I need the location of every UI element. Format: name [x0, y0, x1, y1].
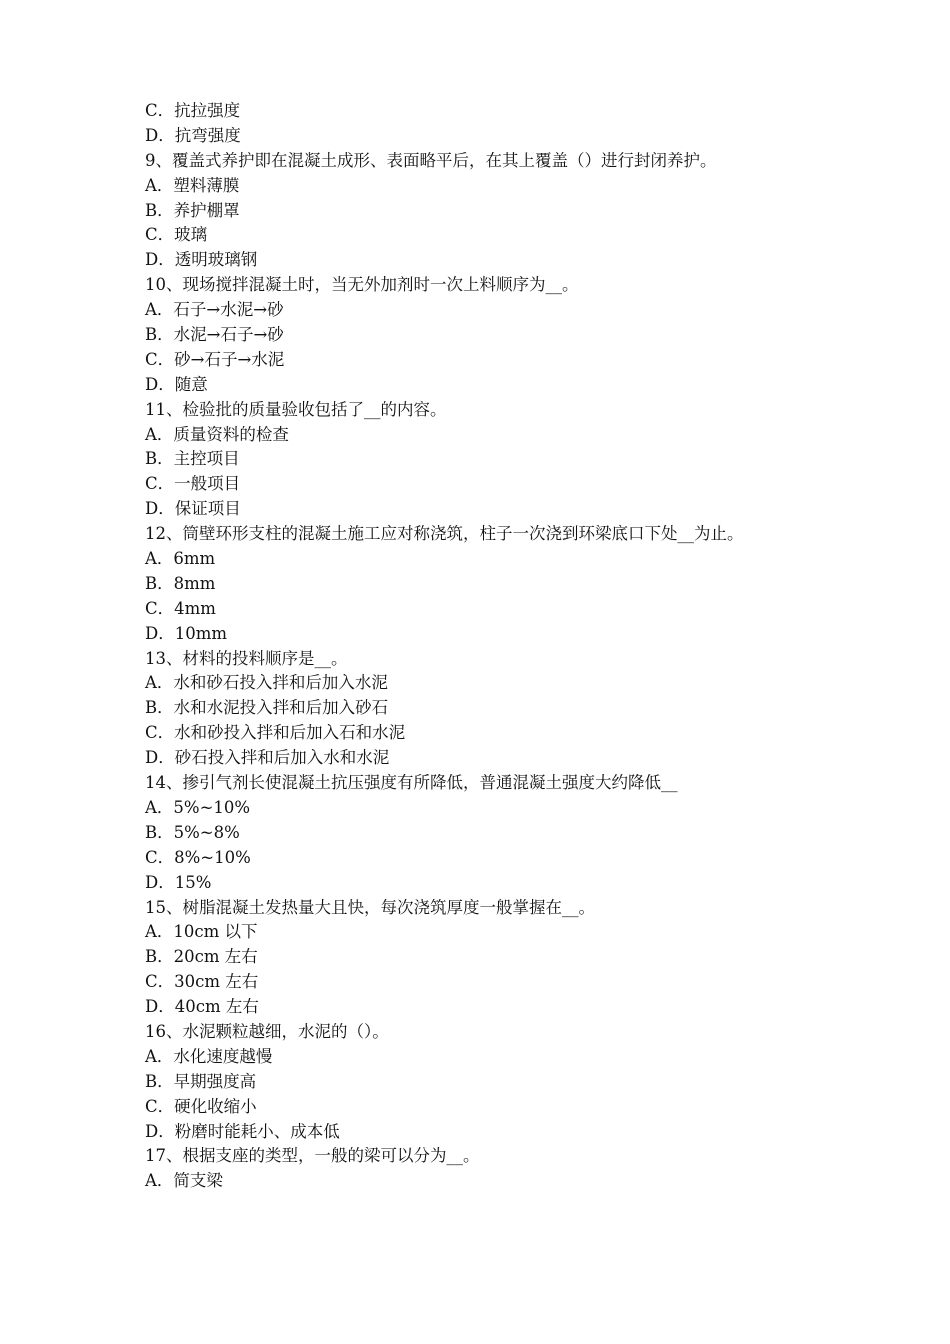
option-line: A．质量资料的检查	[145, 424, 289, 444]
option-line: C．30cm 左右	[145, 972, 259, 992]
question-line: 11、检验批的质量验收包括了__的内容。	[145, 399, 447, 419]
option-line: A．石子→水泥→砂	[145, 300, 284, 320]
question-line: 14、掺引气剂长使混凝土抗压强度有所降低，普通混凝土强度大约降低__	[145, 773, 678, 793]
option-line: C．水和砂投入拌和后加入石和水泥	[145, 723, 406, 743]
option-line: A．6mm	[145, 549, 216, 569]
document-body	[145, 99, 905, 1194]
option-line: B．主控项目	[145, 449, 240, 469]
option-line: B．20cm 左右	[145, 947, 258, 967]
question-line: 12、筒壁环形支柱的混凝土施工应对称浇筑，柱子一次浇到环梁底口下处__为止。	[145, 524, 744, 544]
option-line: D．10mm	[145, 623, 228, 643]
question-line: 9、覆盖式养护即在混凝土成形、表面略平后，在其上覆盖（）进行封闭养护。	[145, 150, 717, 170]
option-line: A．水和砂石投入拌和后加入水泥	[145, 673, 388, 693]
option-line: D．砂石投入拌和后加入水和水泥	[145, 748, 390, 768]
question-line: 16、水泥颗粒越细，水泥的（）。	[145, 1021, 389, 1041]
option-line: C．抗拉强度	[145, 101, 241, 120]
question-line: 15、树脂混凝土发热量大且快，每次浇筑厚度一般掌握在__。	[145, 897, 595, 917]
option-line: C．4mm	[145, 598, 216, 618]
option-line: D．保证项目	[145, 499, 241, 519]
question-line: 10、现场搅拌混凝土时，当无外加剂时一次上料顺序为__。	[145, 275, 579, 295]
option-line: A．塑料薄膜	[145, 175, 240, 195]
option-line: C．硬化收缩小	[145, 1096, 257, 1116]
option-line: B．养护棚罩	[145, 200, 240, 220]
option-line: D．抗弯强度	[145, 125, 241, 145]
option-line: B．水和水泥投入拌和后加入砂石	[145, 698, 389, 718]
question-line: 17、根据支座的类型，一般的梁可以分为__。	[145, 1146, 480, 1166]
option-line: D．40cm 左右	[145, 997, 259, 1017]
option-line: D．随意	[145, 374, 208, 394]
option-line: B．5%~8%	[145, 822, 240, 842]
option-line: B．早期强度高	[145, 1071, 257, 1091]
option-line: D．透明玻璃钢	[145, 250, 258, 270]
option-line: C．8%~10%	[145, 847, 251, 867]
option-line: B．8mm	[145, 573, 216, 593]
option-line: D．15%	[145, 872, 212, 892]
option-line: A．简支梁	[145, 1171, 223, 1191]
option-line: A．10cm 以下	[145, 922, 258, 942]
option-line: B．水泥→石子→砂	[145, 325, 284, 345]
option-line: C．一般项目	[145, 474, 241, 494]
option-line: C．砂→石子→水泥	[145, 349, 285, 369]
option-line: A．5%~10%	[145, 797, 251, 817]
option-line: C．玻璃	[145, 225, 208, 245]
option-line: A．水化速度越慢	[145, 1046, 273, 1066]
option-line: D．粉磨时能耗小、成本低	[145, 1121, 340, 1141]
question-line: 13、材料的投料顺序是__。	[145, 648, 348, 668]
